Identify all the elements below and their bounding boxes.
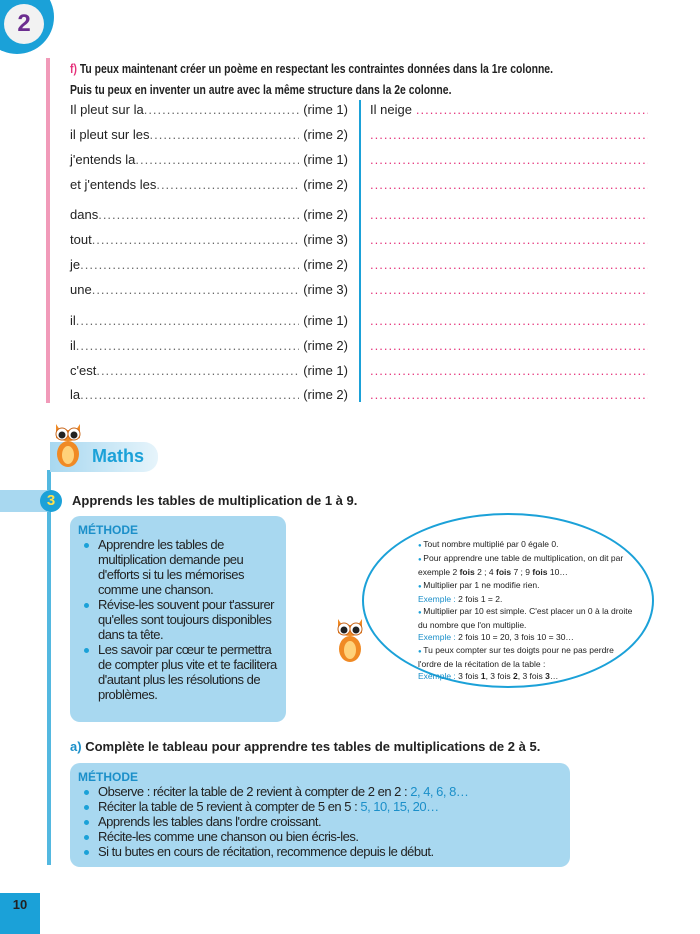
line-start: il pleut sur les [70, 127, 150, 142]
poem-line [70, 362, 348, 380]
methode-item: Apprends les tables dans l'ordre croissant. [78, 814, 562, 829]
fill-in-blank[interactable] [370, 151, 648, 169]
methode-item: Réciter la table de 5 revient à compter de 5 en 5 : 5, 10, 15, 20… [78, 799, 562, 814]
exercise-a-instruction: a) Complète le tableau pour apprendre tes tables de multiplications de 2 à 5. [70, 739, 541, 754]
line-start: c'est [70, 363, 97, 378]
fill-in-blank[interactable] [370, 386, 648, 404]
poem-line [370, 312, 648, 330]
poem-line [70, 151, 348, 169]
example: Exemple : 3 fois 1, 3 fois 2, 3 fois 3… [418, 671, 559, 682]
poem-line [70, 126, 348, 144]
methode-title: MÉTHODE [78, 523, 138, 537]
methode-item: Révise-les souvent pour t'assurer qu'elles sont toujours disponibles dans ta tête. [78, 597, 278, 642]
instruction-line: Tu peux maintenant créer un poème en respectant les contraintes données dans la 1re colonne. [79, 61, 553, 76]
rhyme-label: (rime 2) [303, 127, 348, 142]
methode-box [70, 763, 570, 867]
subject-title: Maths [92, 446, 145, 466]
poem-line [370, 281, 648, 299]
poem-line [70, 281, 348, 299]
rhyme-label: (rime 1) [303, 152, 348, 167]
fill-in-blank[interactable] [370, 362, 648, 380]
fill-in-blank[interactable] [370, 176, 648, 194]
fill-in-blank[interactable] [76, 312, 299, 330]
poem-line [370, 386, 648, 404]
fill-in-blank[interactable] [135, 151, 299, 169]
line-start: tout [70, 232, 92, 247]
column-divider [359, 100, 361, 402]
rhyme-label: (rime 3) [303, 232, 348, 247]
poem-line [70, 312, 348, 330]
poem-line [370, 362, 648, 380]
rhyme-label: (rime 1) [303, 363, 348, 378]
poem-line [70, 176, 348, 194]
line-start: dans [70, 207, 99, 222]
methode-item: Récite-les comme une chanson ou bien écris-les. [78, 829, 562, 844]
exercise-title: Apprends les tables de multiplication de 1 à 9. [72, 493, 358, 508]
example: Exemple : 2 fois 10 = 20, 3 fois 10 = 30… [418, 632, 574, 643]
chapter-badge [0, 0, 54, 54]
tip: ● Tu peux compter sur tes doigts pour ne pas perdre l'ordre de la récitation de la table : [418, 644, 633, 670]
exercise-f-instructions [70, 58, 678, 100]
owl-mascot-icon [50, 420, 86, 470]
fill-in-blank[interactable] [156, 176, 299, 194]
rhyme-label: (rime 2) [303, 207, 348, 222]
poem-line [70, 337, 348, 355]
line-start: j'entends la [70, 152, 136, 167]
poem-line [70, 206, 348, 224]
fill-in-blank[interactable] [92, 231, 300, 249]
fill-in-blank[interactable] [80, 256, 299, 274]
line-start: il [70, 313, 76, 328]
fill-in-blank[interactable] [80, 386, 299, 404]
fill-in-blank[interactable] [370, 281, 648, 299]
section-bar [46, 58, 50, 403]
instruction-line: Puis tu peux en inventer un autre avec la même structure dans la 2e colonne. [70, 82, 452, 97]
rhyme-label: (rime 1) [303, 102, 348, 117]
methode-item: Les savoir par cœur te permettra de compter plus vite et te facilitera d'autant plus les résolutions de problèmes. [78, 642, 278, 702]
line-start: Il neige [370, 102, 412, 117]
poem-line [370, 337, 648, 355]
poem-line [70, 101, 348, 119]
fill-in-blank[interactable] [76, 337, 299, 355]
poem-line [370, 256, 648, 274]
fill-in-blank[interactable] [416, 101, 648, 119]
methode-box [70, 516, 286, 722]
line-start: Il pleut sur la [70, 102, 144, 117]
poem-line [70, 256, 348, 274]
poem-line [370, 206, 648, 224]
exercise-number: 3 [40, 490, 62, 512]
methode-item: Si tu butes en cours de récitation, recommence depuis le début. [78, 844, 562, 859]
methode-item: Observe : réciter la table de 2 revient à compter de 2 en 2 : 2, 4, 6, 8… [78, 784, 562, 799]
fill-in-blank[interactable] [370, 312, 648, 330]
owl-mascot-icon [330, 615, 370, 665]
poem-line [370, 101, 648, 119]
rhyme-label: (rime 2) [303, 177, 348, 192]
line-start: je [70, 257, 81, 272]
fill-in-blank[interactable] [370, 337, 648, 355]
rhyme-label: (rime 2) [303, 387, 348, 402]
fill-in-blank[interactable] [370, 126, 648, 144]
rhyme-label: (rime 3) [303, 282, 348, 297]
poem-line [370, 151, 648, 169]
tip: ● Pour apprendre une table de multiplication, on dit par exemple 2 fois 2 ; 4 fois 7 ; 9 fois 10… [418, 552, 633, 578]
poem-line [70, 386, 348, 404]
line-start: une [70, 282, 92, 297]
fill-in-blank[interactable] [370, 206, 648, 224]
exercise-letter: f) [70, 61, 77, 76]
page-number: 10 [0, 893, 40, 934]
tip: ● Multiplier par 10 est simple. C'est placer un 0 à la droite du nombre que l'on multiplie. [418, 605, 633, 631]
poem-line [70, 231, 348, 249]
line-start: il [70, 338, 76, 353]
rhyme-label: (rime 2) [303, 257, 348, 272]
fill-in-blank[interactable] [370, 231, 648, 249]
fill-in-blank[interactable] [92, 281, 300, 299]
tip: ● Multiplier par 1 ne modifie rien. [418, 579, 633, 593]
section-bar [47, 470, 51, 865]
methode-title: MÉTHODE [78, 770, 138, 784]
chapter-number: 2 [4, 4, 44, 44]
poem-line [370, 231, 648, 249]
rhyme-label: (rime 1) [303, 313, 348, 328]
methode-item: Apprendre les tables de multiplication demande peu d'efforts si tu les mémorises comme une chanson. [78, 537, 278, 597]
line-start: et j'entends les [70, 177, 157, 192]
speech-bubble-text [418, 538, 633, 682]
fill-in-blank[interactable] [144, 101, 300, 119]
fill-in-blank[interactable] [149, 126, 299, 144]
fill-in-blank[interactable] [96, 362, 299, 380]
fill-in-blank[interactable] [370, 256, 648, 274]
poem-line [370, 126, 648, 144]
example: Exemple : 2 fois 1 = 2. [418, 593, 503, 604]
tip: ● Tout nombre multiplié par 0 égale 0. [418, 538, 633, 552]
fill-in-blank[interactable] [98, 206, 299, 224]
rhyme-label: (rime 2) [303, 338, 348, 353]
line-start: la [70, 387, 81, 402]
poem-line [370, 176, 648, 194]
